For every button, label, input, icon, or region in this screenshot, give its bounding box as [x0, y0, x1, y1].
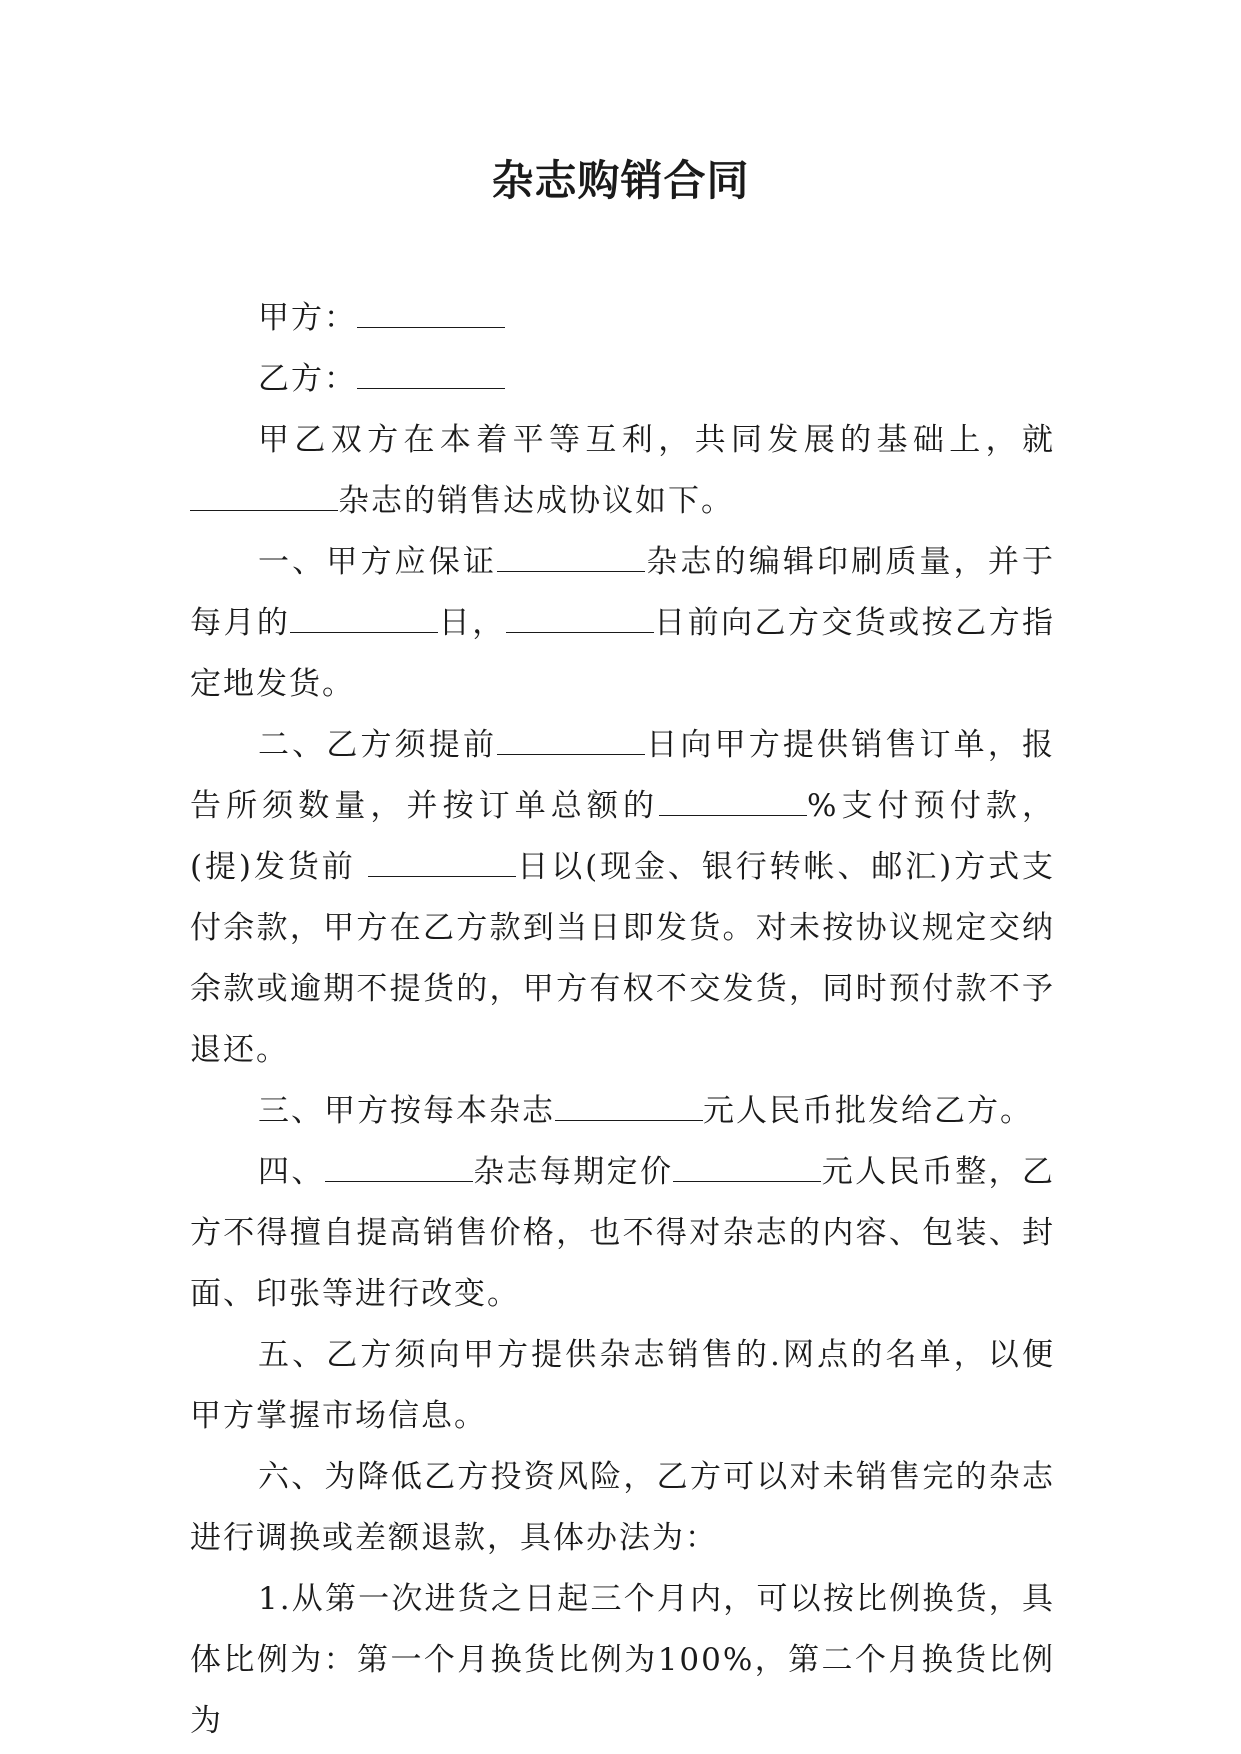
clause-2-text-d: 日以(现金、银行转帐、邮汇)方式支付余款，甲方在乙方款到当日即发货。对未按协议规定交纳余款或逾期不提货的，甲方有权不交发货，同时预付款不予退还。: [190, 849, 1055, 1068]
party-b-blank[interactable]: [357, 360, 505, 389]
clause-6-item-1: 1.从第一次进货之日起三个月内，可以按比例换货，具体比例为：第一个月换货比例为100%，第二个月换货比例为: [190, 1581, 1055, 1739]
clause-1-blank-magazine[interactable]: [497, 543, 645, 572]
clause-2: [190, 715, 1055, 1081]
clause-1: [190, 532, 1055, 715]
intro-text-b: 杂志的销售达成协议如下。: [338, 483, 734, 519]
clause-4-text-c: 元人民币整，乙方不得擅自提高销售价格，也不得对杂志的内容、包装、封面、印张等进行改变。: [190, 1154, 1055, 1312]
document-title: 杂志购销合同: [491, 156, 750, 205]
clause-3-blank-price[interactable]: [555, 1092, 703, 1121]
clause-2-blank-days[interactable]: [497, 726, 645, 755]
clause-3: [190, 1081, 1055, 1142]
clause-2-text-c: %支付预付款，(提)发货前: [190, 788, 1055, 885]
clause-1-blank-day-1[interactable]: [290, 604, 438, 633]
clause-2-text-a: 二、乙方须提前: [258, 727, 498, 763]
clause-6: 六、为降低乙方投资风险，乙方可以对未销售完的杂志进行调换或差额退款，具体办法为：: [190, 1459, 1055, 1556]
party-b-label: 乙方：: [258, 361, 357, 397]
clause-2-blank-balance-days[interactable]: [368, 848, 516, 877]
clause-4-text-a: 四、: [258, 1154, 325, 1190]
clause-1-blank-day-2[interactable]: [506, 604, 654, 633]
party-a-blank[interactable]: [357, 299, 505, 328]
clause-4: [190, 1142, 1055, 1325]
clause-2-blank-percent[interactable]: [659, 787, 807, 816]
clause-3-text-b: 元人民币批发给乙方。: [703, 1093, 1033, 1129]
intro-paragraph: [190, 410, 1055, 532]
clause-1-text-a: 一、甲方应保证: [258, 544, 498, 580]
clause-1-text-b: 杂志的编辑印刷质量，并于每月的: [190, 544, 1056, 641]
intro-text-a: 甲乙双方在本着平等互利，共同发展的基础上，就: [258, 422, 1055, 458]
clause-3-text-a: 三、甲方按每本杂志: [258, 1093, 555, 1129]
clause-4-blank-magazine[interactable]: [325, 1153, 473, 1182]
clause-5: 五、乙方须向甲方提供杂志销售的.网点的名单，以便甲方掌握市场信息。: [190, 1337, 1055, 1434]
clause-4-text-b: 杂志每期定价: [472, 1154, 674, 1190]
party-a-line: [190, 288, 1055, 349]
magazine-name-blank[interactable]: [190, 482, 338, 511]
clause-1-text-d: 日前向乙方交货或按乙方指定地发货。: [190, 605, 1056, 702]
contract-body: [190, 288, 1055, 1752]
clause-1-text-c: 日，: [438, 605, 506, 641]
party-b-line: [190, 349, 1055, 410]
party-a-label: 甲方：: [258, 300, 357, 336]
clause-4-blank-price[interactable]: [673, 1153, 821, 1182]
clause-2-text-b: 日向甲方提供销售订单，报告所须数量，并按订单总额的: [190, 727, 1056, 824]
